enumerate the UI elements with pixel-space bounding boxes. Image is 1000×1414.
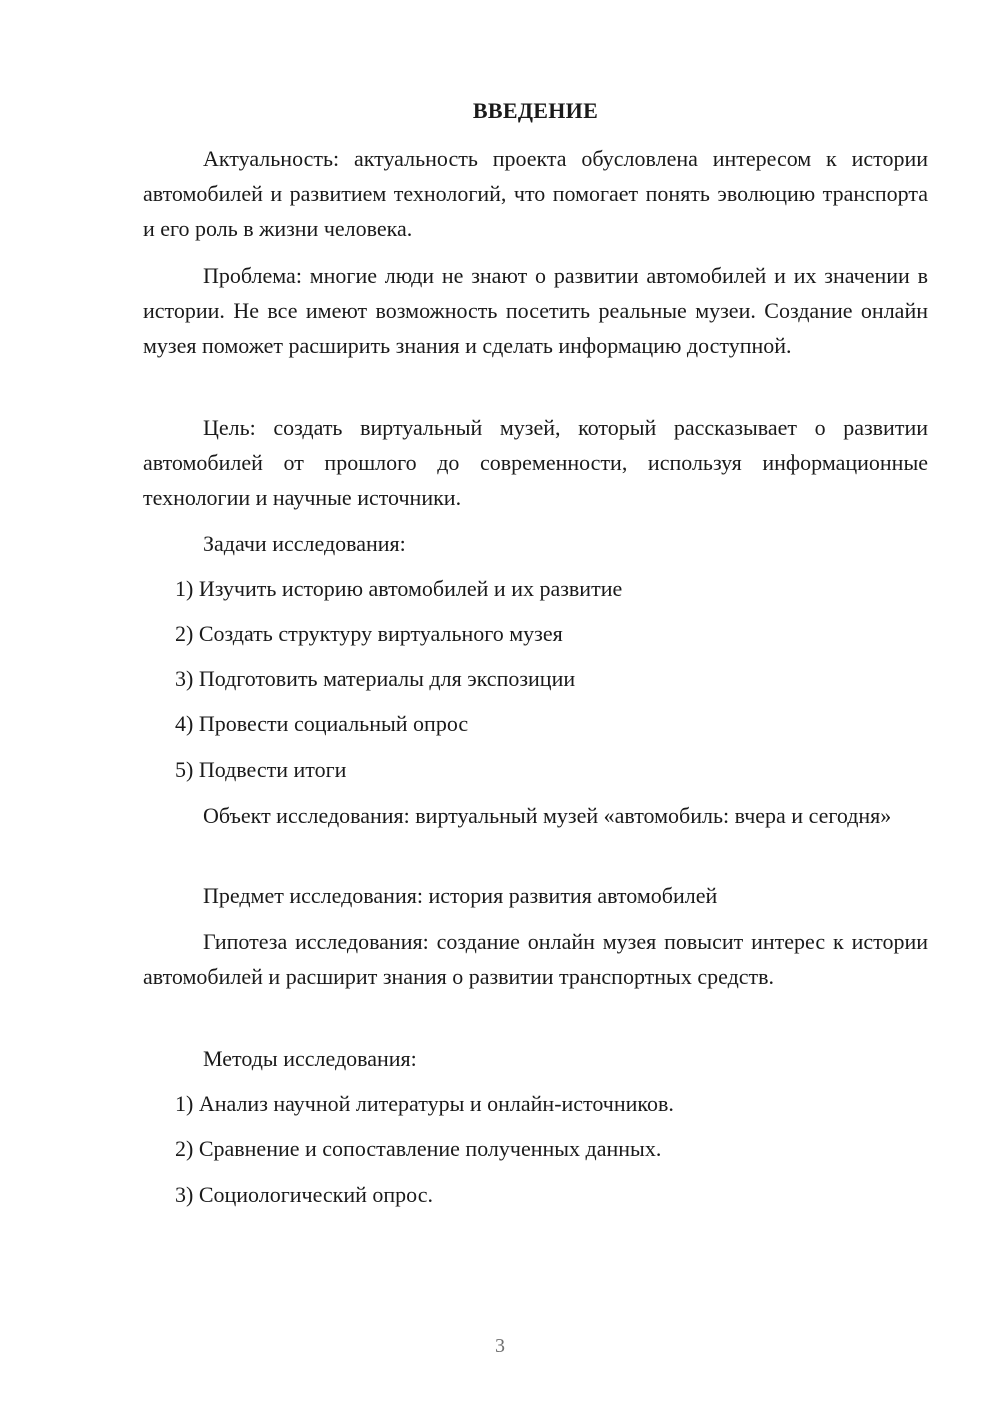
tasks-title: Задачи исследования: (203, 531, 406, 556)
hypothesis-paragraph: Гипотеза исследования: создание онлайн музея повысит интерес к истории автомобилей и расширит знания о развитии транспортных средств. (143, 929, 928, 989)
tasks-list-item: 2) Создать структуру виртуального музея (175, 621, 563, 646)
problem-paragraph: Проблема: многие люди не знают о развитии автомобилей и их значении в истории. Не все имеют возможность посетить реальные музеи. Создание онлайн музея поможет расширить знания и сделать информацию доступной. (143, 263, 928, 358)
methods-list-item: 3) Социологический опрос. (175, 1182, 433, 1207)
page-number: 3 (495, 1335, 505, 1357)
tasks-list-item: 5) Подвести итоги (175, 757, 347, 782)
goal-paragraph: Цель: создать виртуальный музей, который рассказывает о развитии автомобилей от прошлого до современности, используя информационные технологии и научные источники. (143, 415, 928, 510)
methods-list-item: 2) Сравнение и сопоставление полученных данных. (175, 1136, 662, 1161)
relevance-paragraph: Актуальность: актуальность проекта обусловлена интересом к истории автомобилей и развитием технологий, что помогает понять эволюцию транспорта и его роль в жизни человека. (143, 146, 928, 241)
tasks-list-item: 4) Провести социальный опрос (175, 711, 469, 736)
methods-list-item: 1) Анализ научной литературы и онлайн-источников. (175, 1091, 674, 1116)
tasks-list-item: 3) Подготовить материалы для экспозиции (175, 666, 576, 691)
object-paragraph: Объект исследования: виртуальный музей «автомобиль: вчера и сегодня» (203, 803, 892, 828)
subject-paragraph: Предмет исследования: история развития автомобилей (203, 883, 718, 908)
section-heading: ВВЕДЕНИЕ (472, 98, 599, 123)
methods-title: Методы исследования: (203, 1046, 417, 1071)
tasks-list-item: 1) Изучить историю автомобилей и их развитие (175, 576, 623, 601)
